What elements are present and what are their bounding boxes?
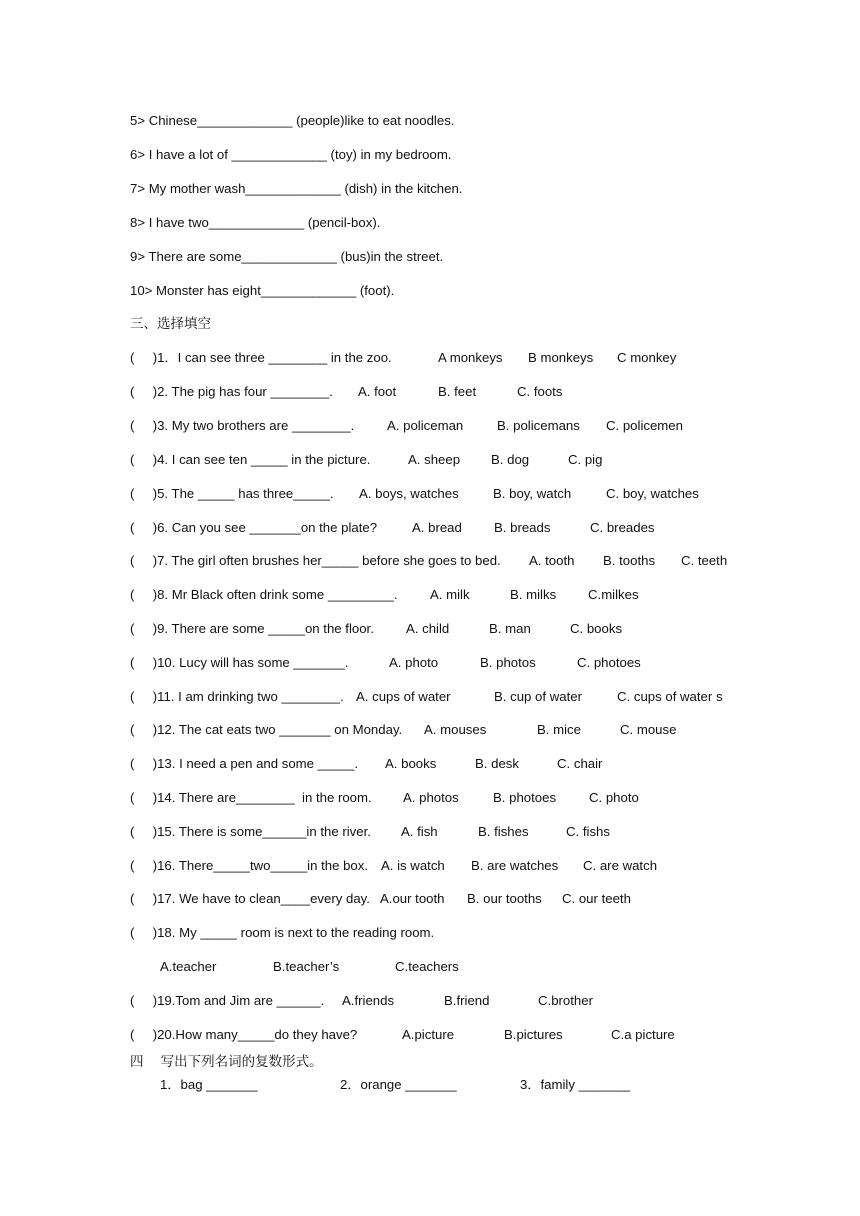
option-a: A. cups of water xyxy=(356,689,451,704)
option-a: A. boys, watches xyxy=(359,486,459,501)
option-b: B monkeys xyxy=(528,350,594,365)
fill-item: 9> There are some_____________ (bus)in the street. xyxy=(130,249,444,264)
option-c: C. photo xyxy=(589,790,639,805)
question-stem: ( )10. Lucy will has some _______. xyxy=(130,655,349,670)
option-b: B. dog xyxy=(491,452,530,467)
option-b: B. man xyxy=(489,621,531,636)
option-a: A. milk xyxy=(430,587,470,602)
question-stem: ( )16. There_____two_____in the box. xyxy=(130,858,369,873)
question-stem: ( )14. There are________ in the room. xyxy=(130,790,372,805)
fill-item: 8> I have two_____________ (pencil-box). xyxy=(130,215,381,230)
option-b: B. desk xyxy=(475,756,519,771)
option-b: B. tooths xyxy=(603,553,656,568)
fill-item: 10> Monster has eight_____________ (foot). xyxy=(130,283,395,298)
option-a: A. is watch xyxy=(381,858,445,873)
option-b: B. are watches xyxy=(471,858,559,873)
question-stem: ( )17. We have to clean____every day. xyxy=(130,891,370,906)
question-stem: ( )2. The pig has four ________. xyxy=(130,384,333,399)
question-stem: ( )12. The cat eats two _______ on Monday. xyxy=(130,722,403,737)
option-a: A.our tooth xyxy=(380,891,445,906)
option-a: A. policeman xyxy=(387,418,464,433)
option-b: B. photos xyxy=(480,655,536,670)
option-c: C. mouse xyxy=(620,722,677,737)
option-c: C. chair xyxy=(557,756,603,771)
option-c: C monkey xyxy=(617,350,677,365)
option-a: A.teacher xyxy=(160,959,217,974)
option-a: A.picture xyxy=(402,1027,455,1042)
option-a: A.friends xyxy=(342,993,395,1008)
plural-item: 1．bag _______ xyxy=(160,1077,258,1092)
option-c: C. cups of water s xyxy=(617,689,723,704)
option-b: B.teacher’s xyxy=(273,959,340,974)
option-b: B. photoes xyxy=(493,790,557,805)
option-a: A. foot xyxy=(358,384,397,399)
question-stem: ( )9. There are some _____on the floor. xyxy=(130,621,374,636)
option-b: B. cup of water xyxy=(494,689,582,704)
option-b: B. milks xyxy=(510,587,557,602)
option-c: C. foots xyxy=(517,384,563,399)
option-a: A monkeys xyxy=(438,350,503,365)
option-a: A. child xyxy=(406,621,450,636)
option-a: A. photos xyxy=(403,790,459,805)
option-c: C.milkes xyxy=(588,587,639,602)
option-a: A. books xyxy=(385,756,437,771)
option-c: C. our teeth xyxy=(562,891,631,906)
option-a: A. mouses xyxy=(424,722,487,737)
question-stem: ( )1．I can see three ________ in the zoo. xyxy=(130,350,392,365)
fill-item: 5> Chinese_____________ (people)like to eat noodles. xyxy=(130,113,455,128)
plural-item: 2．orange _______ xyxy=(340,1077,457,1092)
option-c: C. are watch xyxy=(583,858,658,873)
option-c: C. breades xyxy=(590,520,655,535)
option-b: B.pictures xyxy=(504,1027,563,1042)
option-c: C. teeth xyxy=(681,553,728,568)
option-c: C. pig xyxy=(568,452,603,467)
option-c: C.a picture xyxy=(611,1027,675,1042)
option-c: C. boy, watches xyxy=(606,486,699,501)
option-b: B. breads xyxy=(494,520,551,535)
option-c: C. photoes xyxy=(577,655,641,670)
option-b: B. our tooths xyxy=(467,891,542,906)
plural-item: 3．family _______ xyxy=(520,1077,630,1092)
option-c: C.teachers xyxy=(395,959,459,974)
section-heading: 四 写出下列名词的复数形式。 xyxy=(130,1054,323,1070)
question-stem: ( )11. I am drinking two ________. xyxy=(130,689,344,704)
question-stem: ( )7. The girl often brushes her_____ before she goes to bed. xyxy=(130,553,501,568)
option-b: B. mice xyxy=(537,722,581,737)
option-b: B.friend xyxy=(444,993,490,1008)
section-heading: 三、选择填空 xyxy=(130,316,211,332)
option-b: B. fishes xyxy=(478,824,529,839)
question-stem: ( )3. My two brothers are ________. xyxy=(130,418,355,433)
question-stem: ( )5. The _____ has three_____. xyxy=(130,486,334,501)
question-stem: ( )8. Mr Black often drink some _________. xyxy=(130,587,398,602)
option-a: A. sheep xyxy=(408,452,461,467)
question-stem: ( )4. I can see ten _____ in the picture. xyxy=(130,452,371,467)
fill-item: 7> My mother wash_____________ (dish) in the kitchen. xyxy=(130,181,463,196)
option-c: C. policemen xyxy=(606,418,683,433)
question-stem: ( )20.How many_____do they have? xyxy=(130,1027,358,1042)
option-c: C. fishs xyxy=(566,824,610,839)
option-b: B. feet xyxy=(438,384,477,399)
question-stem: ( )19.Tom and Jim are ______. xyxy=(130,993,325,1008)
option-a: A. bread xyxy=(412,520,462,535)
fill-item: 6> I have a lot of _____________ (toy) in my bedroom. xyxy=(130,147,452,162)
option-c: C.brother xyxy=(538,993,593,1008)
question-stem: ( )15. There is some______in the river. xyxy=(130,824,371,839)
option-a: A. photo xyxy=(389,655,439,670)
option-a: A. fish xyxy=(401,824,438,839)
option-a: A. tooth xyxy=(529,553,575,568)
option-b: B. boy, watch xyxy=(493,486,572,501)
option-b: B. policemans xyxy=(497,418,580,433)
question-stem: ( )6. Can you see _______on the plate? xyxy=(130,520,378,535)
question-stem: ( )13. I need a pen and some _____. xyxy=(130,756,359,771)
option-c: C. books xyxy=(570,621,623,636)
question-stem: ( )18. My _____ room is next to the reading room. xyxy=(130,925,435,940)
